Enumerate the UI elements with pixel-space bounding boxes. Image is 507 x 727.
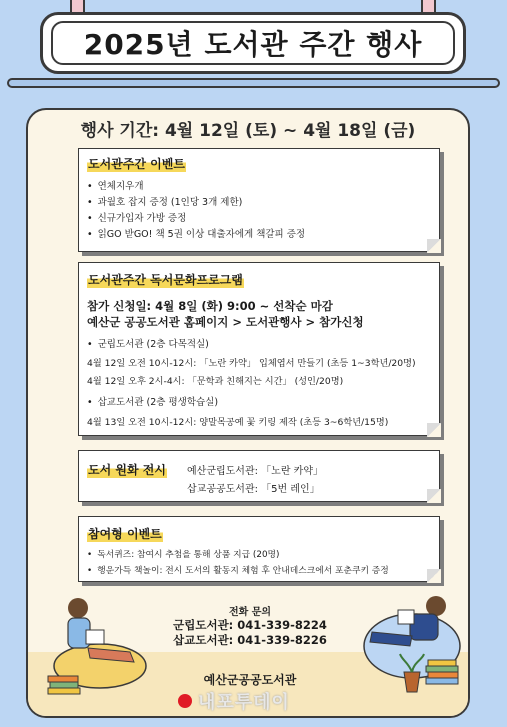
- contact-line: 군립도서관: 041-339-8224: [173, 618, 327, 632]
- event-card-reading-program: [78, 262, 440, 436]
- program-line: 4월 12일 오후 2시-4시: 「문학과 친해지는 시간」 (성인/20명): [87, 376, 344, 387]
- exhibit-line: 예산군립도서관: 「노란 카약」: [187, 466, 323, 477]
- signup-date: 참가 신청일: 4월 8일 (화) 9:00 ~ 선착순 마감: [87, 299, 333, 313]
- event-card-exhibition: [78, 450, 440, 502]
- title-banner-inner: [51, 21, 455, 65]
- watermark: [178, 688, 290, 714]
- card-title: 도서관주간 이벤트: [88, 157, 185, 171]
- banner-rail: [7, 78, 500, 88]
- event-list: [87, 179, 305, 243]
- watermark-dot-icon: [178, 694, 192, 708]
- organization-name: 예산군공공도서관: [203, 673, 297, 687]
- contact-heading: 전화 문의: [228, 607, 272, 618]
- list-item: • 과월호 잡지 증정 (1인당 3개 제한): [87, 195, 305, 211]
- list-item: • 삽교도서관 (2층 평생학습실): [87, 395, 218, 411]
- program-line: 4월 12일 오전 10시-12시: 「노란 카약」 입체엽서 만들기 (초등 1~3학년/20명): [87, 358, 416, 369]
- program-line: 4월 13일 오전 10시-12시: 양말목공예 꽃 키링 제작 (초등 3~6학년/15명): [87, 417, 389, 428]
- list-item: • 연체지우개: [87, 179, 305, 195]
- venue-list: [87, 337, 209, 353]
- card-title: 도서관주간 독서문화프로그램: [88, 273, 243, 287]
- list-item: • 행운가득 책놀이: 전시 도서의 활동지 체험 후 안내데스크에서 포춘쿠키 증정: [87, 563, 389, 579]
- reader-illustration-right: [352, 588, 464, 696]
- watermark-text: 내포투데이: [198, 692, 290, 713]
- list-item: • 읽GO 받GO! 책 5권 이상 대출자에게 책갈피 증정: [87, 227, 305, 243]
- contact-info: [150, 603, 350, 648]
- signup-path: 예산군 공공도서관 홈페이지 > 도서관행사 > 참가신청: [87, 315, 364, 329]
- title-banner: [40, 12, 466, 74]
- exhibit-line: 삽교공공도서관: 「5번 레인」: [187, 484, 320, 495]
- contact-line: 삽교도서관: 041-339-8226: [173, 633, 327, 647]
- list-item: • 신규가입자 가방 증정: [87, 211, 305, 227]
- list-item: • 군립도서관 (2층 다목적실): [87, 337, 209, 353]
- page-title: 2025년 도서관 주간 행사: [83, 28, 423, 61]
- event-card-library-week: [78, 148, 440, 252]
- reader-illustration-left: [38, 592, 150, 696]
- venue-list: [87, 395, 218, 411]
- event-list: [87, 547, 389, 579]
- list-item: • 독서퀴즈: 참여시 추첨을 통해 상품 지급 (20명): [87, 547, 389, 563]
- card-title: 참여형 이벤트: [88, 527, 162, 541]
- event-period: 행사 기간: 4월 12일 (토) ~ 4월 18일 (금): [80, 121, 416, 141]
- event-card-participation: [78, 516, 440, 582]
- card-title: 도서 원화 전시: [88, 463, 166, 477]
